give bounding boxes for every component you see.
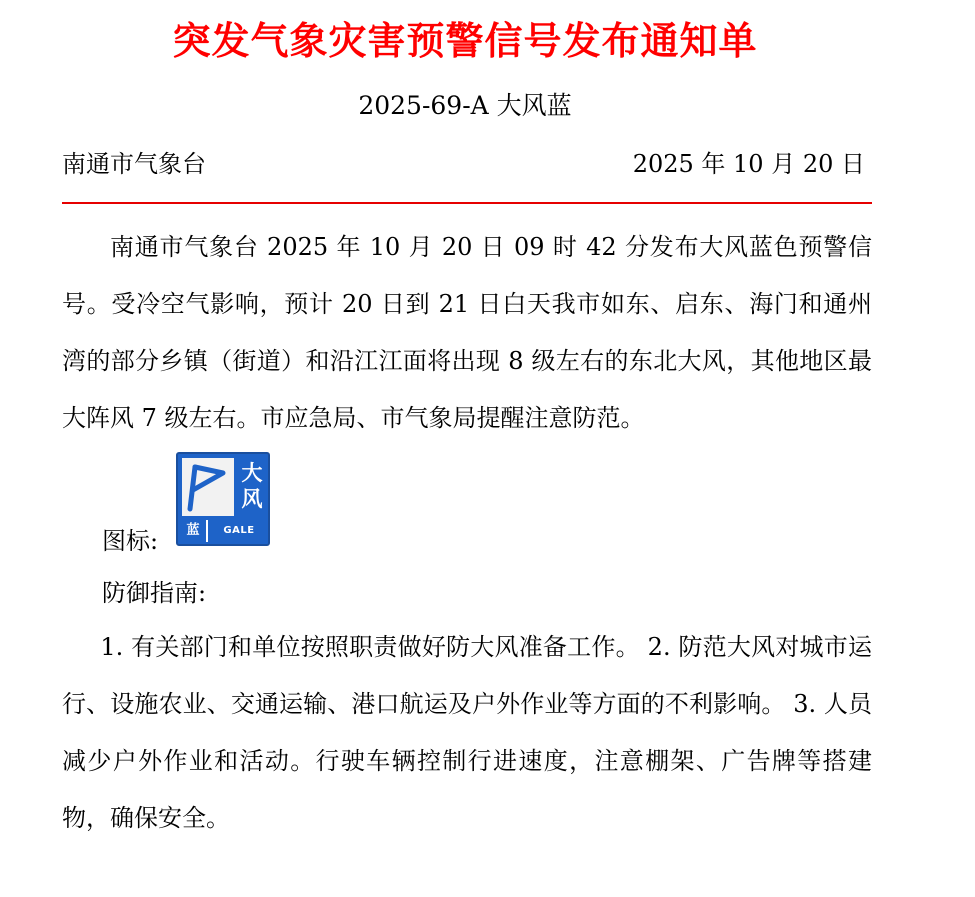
notice-title: 突发气象灾害预警信号发布通知单 xyxy=(172,18,758,63)
badge-english: GALE xyxy=(223,525,255,536)
badge-divider xyxy=(206,520,208,542)
warning-paragraph: 南通市气象台 2025 年 10 月 20 日 09 时 42 分发布大风蓝色预警信号。受冷空气影响，预计 20 日到 21 日白天我市如东、启东、海门和通州湾的部分乡镇（街道）和沿江江面将出现 8 级左右的东北大风，其他地区最大阵风 7 级左右。市应急局、市气象局提醒注意防范。 xyxy=(62,233,872,432)
issue-date: 2025 年 10 月 20 日 xyxy=(632,150,865,178)
badge-footer xyxy=(182,520,268,542)
guide-text: 1. 有关部门和单位按照职责做好防大风准备工作。 2. 防范大风对城市运行、设施农业、交通运输、港口航运及户外作业等方面的不利影响。 3. 人员减少户外作业和活动。行驶车辆控制行进速度，注意棚架、广告牌等搭建物，确保安全。 xyxy=(62,633,872,832)
signal-code: 2025-69-A 大风蓝 xyxy=(358,91,572,120)
badge-char-top: 大 xyxy=(241,461,263,485)
gale-flag-icon xyxy=(182,458,234,516)
badge-char-bottom: 风 xyxy=(241,487,263,511)
icon-label: 图标: xyxy=(102,527,159,555)
issuer: 南通市气象台 xyxy=(62,150,206,178)
badge-level: 蓝 xyxy=(186,523,200,538)
gale-blue-warning-badge xyxy=(176,452,270,546)
header-divider xyxy=(62,202,872,204)
guide-heading: 防御指南: xyxy=(102,579,207,607)
